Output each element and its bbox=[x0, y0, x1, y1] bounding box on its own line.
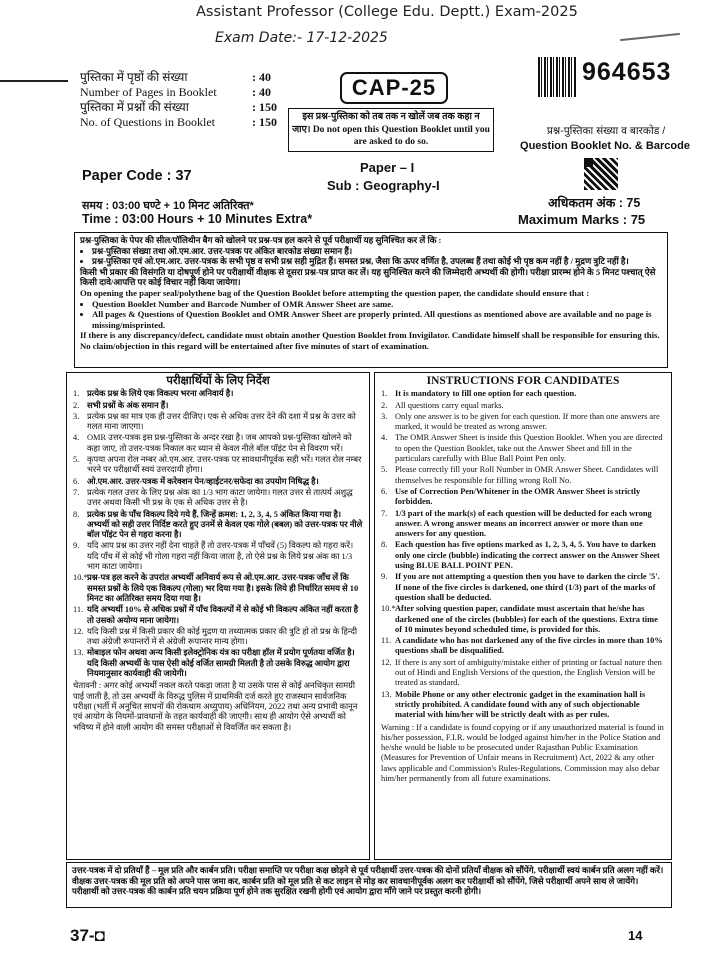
list-item: 6. Use of Correction Pen/Whitener in the OMR Answer Sheet is strictly forbidden. bbox=[381, 486, 641, 507]
meta-row bbox=[80, 100, 277, 115]
meta-value: : 150 bbox=[252, 100, 277, 114]
notice-english-point: • All pages & Questions of Question Booklet and OMR Answer Sheet are properly printed. All questions as mentioned above are available and no page is missing/misprinted. bbox=[92, 309, 662, 330]
paper-subject: Sub : Geography-I bbox=[327, 178, 440, 193]
paper-code: Paper Code : 37 bbox=[82, 168, 192, 184]
hindi-instructions-title: परीक्षार्थियों के लिए निर्देश bbox=[166, 375, 270, 387]
notice-hindi-point: • प्रश्न-पुस्तिका संख्या तथा ओ.एम.आर. उत्तर-पत्रक पर अंकित बारकोड संख्या समान हैं। bbox=[92, 246, 662, 257]
handwritten-exam-title: Assistant Professor (College Edu. Deptt.) Exam-2025 bbox=[196, 4, 578, 20]
meta-value: : 150 bbox=[252, 115, 277, 129]
page-number: 14 bbox=[628, 928, 643, 943]
paper-number: Paper – I bbox=[360, 160, 415, 175]
list-item: 11. यदि अभ्यर्थी 10% से अधिक प्रश्नों में पाँच विकल्पों में से कोई भी विकल्प अंकित नहीं करता है तो उसको अयोग्य माना जायेगा। bbox=[73, 605, 359, 625]
notice-english-tail: If there is any discrepancy/defect, candidate must obtain another Question Booklet from Invigilator. Candidate himself shall be responsible for ensuring this. No claim/objection in this regard will be entertained after five minutes of start of examination. bbox=[80, 330, 660, 351]
list-item: 8. Each question has five options marked as 1, 2, 3, 4, 5. You have to darken only one circle (bubble) indicating the correct answer on the Answer Sheet using BLUE BALL POINT PEN. bbox=[381, 540, 660, 571]
english-instructions-title: INSTRUCTIONS FOR CANDIDATES bbox=[426, 375, 620, 387]
meta-value: : 40 bbox=[252, 70, 271, 84]
meta-label: Number of Pages in Booklet bbox=[80, 85, 217, 99]
time-english: Time : 03:00 Hours + 10 Minutes Extra* bbox=[82, 212, 313, 226]
booklet-no-label-hindi: प्रश्न-पुस्तिका संख्या व बारकोड / bbox=[546, 125, 666, 137]
notice-hindi-intro: प्रश्न-पुस्तिका के पेपर की सील/पॉलिथीन बैग को खोलने पर प्रश्न-पत्र हल करने से पूर्व परीक्षार्थी यह सुनिश्चित कर लें कि : bbox=[80, 235, 442, 245]
meta-label: पुस्तिका में प्रश्नों की संख्या bbox=[80, 100, 189, 114]
max-marks-hindi: अधिकतम अंक : 75 bbox=[548, 196, 641, 210]
meta-label: No. of Questions in Booklet bbox=[80, 115, 215, 129]
meta-row bbox=[80, 70, 277, 85]
english-instructions-panel bbox=[374, 372, 672, 860]
barcode-icon bbox=[538, 57, 576, 97]
page-code: 37-◘ bbox=[70, 926, 105, 945]
time-hindi: समय : 03:00 घण्टे + 10 मिनट अतिरिक्त* bbox=[82, 200, 254, 212]
list-item: 12. यदि किसी प्रश्न में किसी प्रकार की कोई मुद्रण या तथ्यात्मक प्रकार की त्रुटि हो तो प्रश्न के हिन्दी तथा अंग्रेजी रूपान्तरों में से अंग्रेजी रूपान्तर मान्य होगा। bbox=[73, 626, 358, 647]
meta-value: : 40 bbox=[252, 85, 271, 99]
hindi-warning: चेतावनी : अगर कोई अभ्यर्थी नकल करते पकड़ा जाता है या उसके पास से कोई अनधिकृत सामग्री पाई जाती है, तो उस अभ्यर्थी के विरुद्ध पुलिस में प्राथमिकी दर्ज करते हुए राजस्थान सार्वजनिक परीक्षा (भर्ती में अनुचित साधनों की रोकथाम अध्युपाय) अधिनियम, 2022 तथा अन्य प्रभावी कानून एवं आयोग के नियमों-प्रावधानों के तहत कार्यवाही की जाएगी। साथ ही आयोग ऐसे अभ्यर्थी को भविष्य में होने वाली आयोग की समस्त परीक्षाओं से विवर्जित कर सकता है। bbox=[73, 681, 358, 732]
list-item: 12. If there is any sort of ambiguity/mistake either of printing or factual nature then out of Hindi and English Versions of the question, the English Version will be treated as standard. bbox=[381, 657, 662, 688]
list-item: 13. मोबाइल फोन अथवा अन्य किसी इलेक्ट्रोनिक यंत्र का परीक्षा हॉल में प्रयोग पूर्णतया वर्जित है। यदि किसी अभ्यर्थी के पास ऐसी कोई वर्जित सामग्री मिलती है तो उसके विरुद्ध आयोग द्वारा नियमानुसार कार्यवाही की जायेगी। bbox=[73, 648, 355, 679]
meta-row bbox=[80, 115, 277, 130]
list-item: 1. प्रत्येक प्रश्न के लिये एक विकल्प भरना अनिवार्य है। bbox=[73, 389, 234, 399]
notice-english-point: • Question Booklet Number and Barcode Number of OMR Answer Sheet are same. bbox=[92, 299, 662, 310]
list-item: 1. It is mandatory to fill one option for each question. bbox=[381, 389, 577, 399]
paper-code-box: CAP-25 bbox=[340, 72, 448, 104]
list-item: 10.* प्रश्न-पत्र हल करने के उपरांत अभ्यर्थी अनिवार्य रूप से ओ.एम.आर. उत्तर-पत्रक जाँच लें कि समस्त प्रश्नों के लिये एक विकल्प (गोला) भर दिया गया है। इसके लिये ही निर्धारित समय से 10 मिनट का अतिरिक्त समय दिया गया है। bbox=[73, 573, 359, 603]
english-instructions-list bbox=[381, 389, 665, 720]
hindi-instructions-panel bbox=[66, 372, 370, 860]
do-not-open-warning: इस प्रश्न-पुस्तिका को तब तक न खोलें जब तक कहा न जाए। Do not open this Question Booklet until you are asked to do so. bbox=[288, 108, 494, 152]
list-item: 3. Only one answer is to be given for each question. If more than one answers are marked, it would be treated as wrong answer. bbox=[381, 411, 660, 432]
booklet-meta-table bbox=[80, 70, 277, 130]
qr-code-icon bbox=[584, 158, 618, 190]
list-item: 13. Mobile Phone or any other electronic gadget in the examination hall is strictly prohibited. A candidate found with any of such objectionable material with him/her will be strictly dealt with as per rules. bbox=[381, 689, 646, 720]
list-item: 4. The OMR Answer Sheet is inside this Question Booklet. When you are directed to open the Question Booklet, take out the Answer Sheet and fill in the particulars carefully with Blue Ball Point Pen only. bbox=[381, 433, 663, 464]
meta-row bbox=[80, 85, 277, 100]
hindi-instructions-list bbox=[73, 389, 363, 679]
list-item: 2. All questions carry equal marks. bbox=[381, 400, 504, 410]
max-marks-english: Maximum Marks : 75 bbox=[518, 212, 646, 227]
answer-sheet-copy-note: उत्तर-पत्रक में दो प्रतियाँ हैं – मूल प्रति और कार्बन प्रति। परीक्षा समाप्ति पर परीक्षा कक्ष छोड़ने से पूर्व परीक्षार्थी उत्तर-पत्रक की दोनों प्रतियाँ वीक्षक को सौंपेंगे, परीक्षार्थी स्वयं कार्बन प्रति अलग नहीं करें। वीक्षक उत्तर-पत्रक की मूल प्रति को अपने पास जमा कर, कार्बन प्रति को मूल प्रति से कट लाइन से मोड़ कर सावधानीपूर्वक अलग कर परीक्षार्थी को सौंपेंगे, जिसे परीक्षार्थी अपने साथ ले जायेंगे। परीक्षार्थी को उत्तर-पत्रक की कार्बन प्रति चयन प्रक्रिया पूर्ण होने तक सुरक्षित रखनी होगी एवं आयोग द्वारा माँगे जाने पर प्रस्तुत करनी होगी। bbox=[66, 862, 672, 908]
list-item: 9. यदि आप प्रश्न का उत्तर नहीं देना चाहते हैं तो उत्तर-पत्रक में पाँचवें (5) विकल्प को गहरा करें। यदि पाँच में से कोई भी गोला गहरा नहीं किया जाता है, तो ऐसे प्रश्न के लिये प्रश्न अंक का 1/3 भाग काटा जायेगा। bbox=[73, 541, 354, 572]
list-item: 11. A candidate who has not darkened any of the five circles in more than 10% questions shall be disqualified. bbox=[381, 636, 663, 656]
booklet-no-label: Question Booklet No. & Barcode bbox=[520, 140, 690, 152]
list-item: 8. प्रत्येक प्रश्न के पाँच विकल्प दिये गये हैं, जिन्हें क्रमश: 1, 2, 3, 4, 5 अंकित किया गया है। अभ्यर्थी को सही उत्तर निर्दिष्ट करते हुए उनमें से केवल एक गोले (बबल) को उत्तर-पत्रक पर नीले बॉल पॉइंट पेन से गहरा करना है। bbox=[73, 509, 363, 540]
list-item: 5. Please correctly fill your Roll Number in OMR Answer Sheet. Candidates will themselves be responsible for filling wrong Roll No. bbox=[381, 465, 659, 485]
list-item: 4. OMR उत्तर-पत्रक इस प्रश्न-पुस्तिका के अन्दर रखा है। जब आपको प्रश्न-पुस्तिका खोलने को कहा जाए, तो उत्तर-पत्रक निकाल कर ध्यान से केवल नीले बॉल पॉइंट पेन से विवरण भरें। bbox=[73, 433, 352, 453]
list-item: 7. 1/3 part of the mark(s) of each question will be deducted for each wrong answer. A wrong answer means an incorrect answer or more than one answers for any question. bbox=[381, 508, 652, 539]
notice-english-intro: On opening the paper seal/polythene bag of the Question Booklet before attempting the question paper, the candidate should ensure that : bbox=[80, 287, 590, 298]
handwritten-exam-date: Exam Date:- 17-12-2025 bbox=[215, 30, 388, 46]
margin-mark bbox=[0, 80, 68, 82]
list-item: 2. सभी प्रश्नों के अंक समान हैं। bbox=[73, 400, 169, 410]
english-warning: Warning : If a candidate is found copying or if any unauthorized material is found in his/her possession, F.I.R. would be lodged against him/her in the Police Station and he/she would be liable to be prosecuted under Rajasthan Public Examination (Measures for Prevention of Unfair means in Recruitment) Act, 2022 & any other laws applicable and Commission's Rules-Regulations. Commission may also debar him/her permanently from all future examinations. bbox=[381, 722, 664, 783]
list-item: 10.* After solving question paper, candidate must ascertain that he/she has darkened one of the circles (bubbles) for each of the questions. Extra time of 10 minutes beyond scheduled time, is provided for this. bbox=[381, 604, 658, 634]
list-item: 3. प्रत्येक प्रश्न का मात्र एक ही उत्तर दीजिए। एक से अधिक उत्तर देने की दशा में प्रश्न के उत्तर को गलत माना जाएगा। bbox=[73, 411, 356, 432]
notice-hindi-point: • प्रश्न-पुस्तिका एवं ओ.एम.आर. उत्तर-पत्रक के सभी पृष्ठ व सभी प्रश्न सही मुद्रित हैं। समस्त प्रश्न, जैसा कि ऊपर वर्णित है, उपलब्ध हैं तथा कोई भी पृष्ठ कम नहीं है / मुद्रण त्रुटि नहीं है। bbox=[92, 256, 662, 267]
list-item: 6. ओ.एम.आर. उत्तर-पत्रक में करेक्शन पेन/व्हाईटनर/सफेदा का उपयोग निषिद्ध है। bbox=[73, 476, 319, 486]
scribble-mark bbox=[620, 33, 680, 41]
meta-label: पुस्तिका में पृष्ठों की संख्या bbox=[80, 70, 188, 84]
list-item: 7. प्रत्येक गलत उत्तर के लिए प्रश्न अंक का 1/3 भाग काटा जायेगा। गलत उत्तर से तात्पर्य अशुद्ध उत्तर अथवा किसी भी प्रश्न के एक से अधिक उत्तर से है। bbox=[73, 487, 353, 508]
list-item: 5. कृपया अपना रोल नम्बर ओ.एम.आर. उत्तर-पत्रक पर सावधानीपूर्वक सही भरें। गलत रोल नम्बर भरने पर परीक्षार्थी स्वयं उत्तरदायी होगा। bbox=[73, 455, 362, 475]
list-item: 9. If you are not attempting a question then you have to darken the circle '5'. If none of the five circles is darkened, one third (1/3) part of the marks of question shall be deducted. bbox=[381, 572, 660, 602]
opening-notice bbox=[74, 232, 668, 368]
booklet-serial-number: 964653 bbox=[582, 58, 672, 86]
notice-hindi-tail: किसी भी प्रकार की विसंगति या दोषपूर्ण होने पर परीक्षार्थी वीक्षक से दूसरा प्रश्न-पत्र प्राप्त कर लें। यह सुनिश्चित करने की जिम्मेदारी अभ्यर्थी की होगी। परीक्षा प्रारम्भ होने के 5 मिनट पश्चात् ऐसे किसी दावे/आपत्ति पर कोई विचार नहीं किया जायेगा। bbox=[80, 266, 656, 288]
